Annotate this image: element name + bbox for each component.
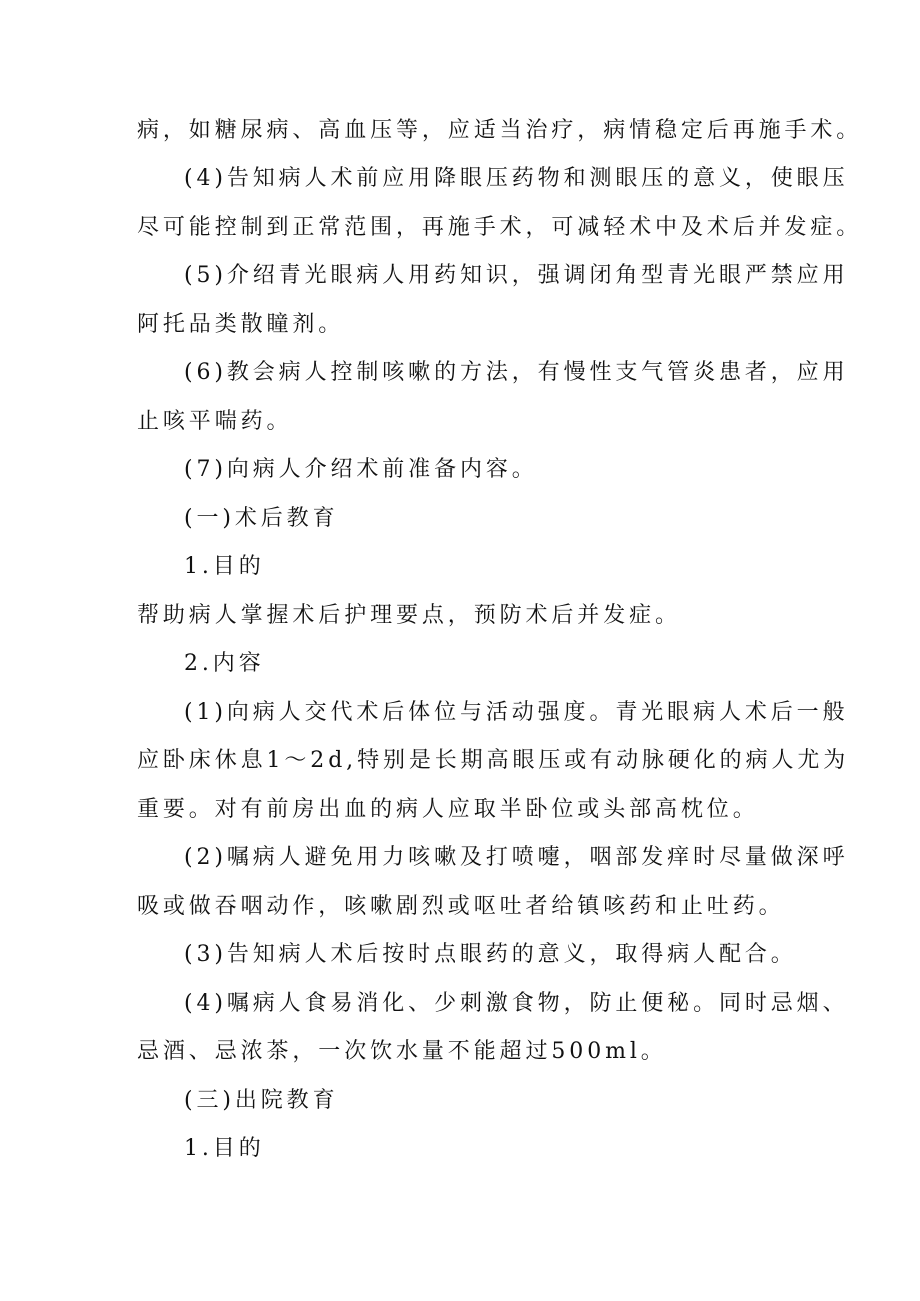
subheading: 1.目的 (184, 1136, 265, 1161)
text-line: 阿托品类散瞳剂。 (137, 312, 345, 337)
text-line: (6)教会病人控制咳嗽的方法，有慢性支气管炎患者，应用 (184, 360, 849, 385)
section-heading: (一)术后教育 (184, 506, 339, 531)
text-line: 止咳平喘药。 (137, 409, 293, 434)
text-line: (2)嘱病人避免用力咳嗽及打喷嚏，咽部发痒时尽量做深呼 (184, 845, 849, 870)
text-line: (3)告知病人术后按时点眼药的意义，取得病人配合。 (184, 942, 797, 967)
text-line: 尽可能控制到正常范围，再施手术，可减轻术中及术后并发症。 (137, 215, 863, 240)
text-line: (4)告知病人术前应用降眼压药物和测眼压的意义，使眼压 (184, 166, 849, 191)
text-line: (5)介绍青光眼病人用药知识，强调闭角型青光眼严禁应用 (184, 263, 849, 288)
text-line: 忌酒、忌浓茶，一次饮水量不能超过500ml。 (137, 1039, 667, 1064)
text-line: (1)向病人交代术后体位与活动强度。青光眼病人术后一般 (184, 700, 849, 725)
text-line: 应卧床休息1～2d,特别是长期高眼压或有动脉硬化的病人尤为 (137, 748, 850, 773)
text-line: (4)嘱病人食易消化、少刺激食物，防止便秘。同时忌烟、 (184, 991, 849, 1016)
text-line: 帮助病人掌握术后护理要点，预防术后并发症。 (137, 603, 681, 628)
subheading: 2.内容 (184, 651, 265, 676)
subheading: 1.目的 (184, 554, 265, 579)
text-line: 病，如糖尿病、高血压等，应适当治疗，病情稳定后再施手术。 (137, 118, 863, 143)
text-line: (7)向病人介绍术前准备内容。 (184, 457, 538, 482)
section-heading: (三)出院教育 (184, 1088, 339, 1113)
text-line: 重要。对有前房出血的病人应取半卧位或头部高枕位。 (137, 797, 759, 822)
text-line: 吸或做吞咽动作，咳嗽剧烈或呕吐者给镇咳药和止吐药。 (137, 894, 785, 919)
